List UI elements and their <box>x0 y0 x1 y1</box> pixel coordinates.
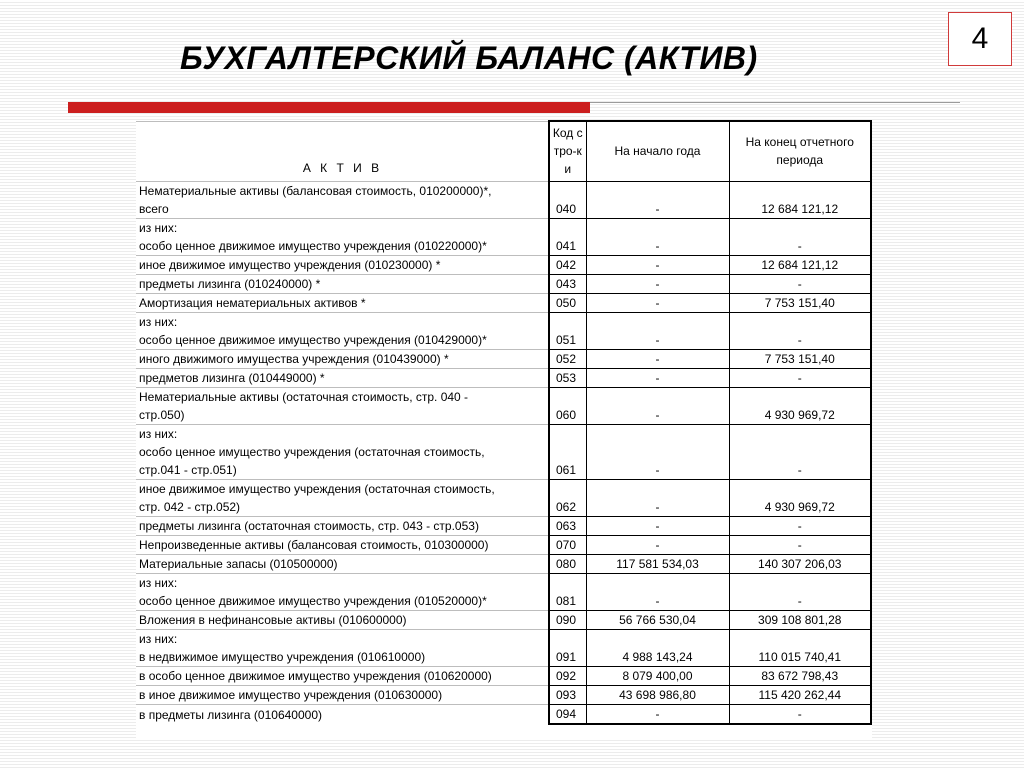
row-asset-name-line: стр. 042 - стр.052) <box>139 499 241 514</box>
row-begin-value: 56 766 530,04 <box>586 610 729 629</box>
row-asset-name-line: из них: <box>139 314 178 329</box>
divider-line <box>590 102 960 103</box>
row-end-value: 4 930 969,72 <box>729 387 871 424</box>
row-line-code: 061 <box>549 424 586 479</box>
table-row <box>136 629 871 666</box>
row-end-value: 83 672 798,43 <box>729 666 871 685</box>
row-asset-name <box>136 349 549 368</box>
header-assets: А К Т И В <box>136 121 549 181</box>
row-asset-name-line: особо ценное движимое имущество учреждения (010429000)* <box>139 332 487 347</box>
row-line-code: 092 <box>549 666 586 685</box>
row-begin-value: 4 988 143,24 <box>586 629 729 666</box>
row-asset-name <box>136 479 549 516</box>
row-end-value: - <box>729 573 871 610</box>
row-asset-name <box>136 387 549 424</box>
balance-sheet-table <box>136 120 872 725</box>
table-row <box>136 274 871 293</box>
row-line-code: 090 <box>549 610 586 629</box>
row-begin-value: - <box>586 573 729 610</box>
row-end-value: 12 684 121,12 <box>729 181 871 218</box>
row-end-value: 115 420 262,44 <box>729 685 871 704</box>
row-asset-name-line: из них: <box>139 220 178 235</box>
row-asset-name-line: предметов лизинга (010449000) * <box>139 370 325 385</box>
row-asset-name <box>136 554 549 573</box>
row-asset-name-line: Вложения в нефинансовые активы (010600000) <box>139 612 407 627</box>
row-asset-name <box>136 293 549 312</box>
row-asset-name <box>136 573 549 610</box>
row-begin-value: - <box>586 293 729 312</box>
row-asset-name-line: предметы лизинга (остаточная стоимость, стр. 043 - стр.053) <box>139 518 479 533</box>
row-line-code: 094 <box>549 704 586 724</box>
row-end-value: - <box>729 535 871 554</box>
row-line-code: 052 <box>549 349 586 368</box>
row-asset-name <box>136 704 549 724</box>
row-asset-name-line: Амортизация нематериальных активов * <box>139 295 366 310</box>
row-end-value: - <box>729 704 871 724</box>
row-begin-value: - <box>586 218 729 255</box>
header-end-of-period: На конец отчетного периода <box>729 121 871 181</box>
row-asset-name <box>136 218 549 255</box>
table-row <box>136 368 871 387</box>
row-begin-value: - <box>586 704 729 724</box>
slide-title: БУХГАЛТЕРСКИЙ БАЛАНС (АКТИВ) <box>180 40 758 76</box>
row-end-value: 309 108 801,28 <box>729 610 871 629</box>
row-end-value: - <box>729 274 871 293</box>
row-asset-name-line: из них: <box>139 575 178 590</box>
row-begin-value: - <box>586 424 729 479</box>
header-line-code: Код стро-ки <box>549 121 586 181</box>
table-row <box>136 312 871 349</box>
header-begin-of-year: На начало года <box>586 121 729 181</box>
row-asset-name-line: Нематериальные активы (балансовая стоимость, 010200000)*, <box>139 183 492 198</box>
table-row <box>136 554 871 573</box>
table-row <box>136 387 871 424</box>
row-asset-name-line: из них: <box>139 631 178 646</box>
row-line-code: 050 <box>549 293 586 312</box>
row-end-value: 4 930 969,72 <box>729 479 871 516</box>
row-begin-value: - <box>586 349 729 368</box>
row-begin-value: - <box>586 479 729 516</box>
table-row <box>136 516 871 535</box>
row-asset-name <box>136 516 549 535</box>
row-asset-name-line: в предметы лизинга (010640000) <box>139 707 322 722</box>
row-line-code: 091 <box>549 629 586 666</box>
row-asset-name <box>136 685 549 704</box>
row-asset-name <box>136 535 549 554</box>
row-asset-name-line: Нематериальные активы (остаточная стоимость, стр. 040 - <box>139 389 469 404</box>
row-asset-name-line: Материальные запасы (010500000) <box>139 556 338 571</box>
row-begin-value: - <box>586 274 729 293</box>
row-asset-name-line: иное движимое имущество учреждения (остаточная стоимость, <box>139 481 495 496</box>
row-line-code: 062 <box>549 479 586 516</box>
row-asset-name-line: предметы лизинга (010240000) * <box>139 276 321 291</box>
table-body <box>136 121 871 724</box>
row-line-code: 070 <box>549 535 586 554</box>
row-end-value: 7 753 151,40 <box>729 349 871 368</box>
row-end-value: 140 307 206,03 <box>729 554 871 573</box>
row-begin-value: 8 079 400,00 <box>586 666 729 685</box>
table-row <box>136 610 871 629</box>
row-asset-name-line: в особо ценное движимое имущество учреждения (010620000) <box>139 668 492 683</box>
page-number-badge: 4 <box>948 12 1012 66</box>
row-end-value: - <box>729 424 871 479</box>
row-asset-name <box>136 274 549 293</box>
table-row <box>136 685 871 704</box>
row-line-code: 060 <box>549 387 586 424</box>
table-row <box>136 573 871 610</box>
table-row <box>136 218 871 255</box>
row-asset-name <box>136 181 549 218</box>
row-asset-name-line: особо ценное имущество учреждения (остаточная стоимость, <box>139 444 485 459</box>
table-row <box>136 666 871 685</box>
row-asset-name-line: иное движимое имущество учреждения (010230000) * <box>139 257 441 272</box>
row-end-value: 12 684 121,12 <box>729 255 871 274</box>
row-line-code: 051 <box>549 312 586 349</box>
row-end-value: - <box>729 312 871 349</box>
row-asset-name-line: особо ценное движимое имущество учреждения (010520000)* <box>139 593 487 608</box>
balance-sheet-table-area <box>136 120 872 740</box>
table-row <box>136 181 871 218</box>
row-begin-value: - <box>586 516 729 535</box>
row-asset-name-line: стр.041 - стр.051) <box>139 462 237 477</box>
row-asset-name <box>136 610 549 629</box>
table-header-row <box>136 121 871 181</box>
table-row <box>136 424 871 479</box>
row-line-code: 042 <box>549 255 586 274</box>
row-asset-name-line: стр.050) <box>139 407 185 422</box>
table-row <box>136 255 871 274</box>
row-asset-name-line: особо ценное движимое имущество учреждения (010220000)* <box>139 238 487 253</box>
row-line-code: 041 <box>549 218 586 255</box>
row-asset-name <box>136 424 549 479</box>
row-end-value: - <box>729 516 871 535</box>
table-row <box>136 535 871 554</box>
row-asset-name <box>136 312 549 349</box>
row-begin-value: - <box>586 255 729 274</box>
row-asset-name-line: в недвижимое имущество учреждения (010610000) <box>139 649 426 664</box>
row-begin-value: 43 698 986,80 <box>586 685 729 704</box>
table-row <box>136 704 871 724</box>
row-line-code: 043 <box>549 274 586 293</box>
table-row <box>136 479 871 516</box>
row-begin-value: 117 581 534,03 <box>586 554 729 573</box>
row-asset-name-line: Непроизведенные активы (балансовая стоимость, 010300000) <box>139 537 489 552</box>
row-begin-value: - <box>586 368 729 387</box>
row-line-code: 053 <box>549 368 586 387</box>
row-end-value: - <box>729 218 871 255</box>
row-asset-name-line: в иное движимое имущество учреждения (010630000) <box>139 687 443 702</box>
row-line-code: 080 <box>549 554 586 573</box>
row-asset-name <box>136 666 549 685</box>
row-asset-name-line: иного движимого имущества учреждения (010439000) * <box>139 351 449 366</box>
accent-rule <box>68 102 590 113</box>
row-asset-name <box>136 629 549 666</box>
row-asset-name-line: из них: <box>139 426 178 441</box>
row-asset-name <box>136 368 549 387</box>
row-end-value: 7 753 151,40 <box>729 293 871 312</box>
row-begin-value: - <box>586 387 729 424</box>
table-row <box>136 293 871 312</box>
row-begin-value: - <box>586 535 729 554</box>
row-end-value: - <box>729 368 871 387</box>
row-end-value: 110 015 740,41 <box>729 629 871 666</box>
row-line-code: 040 <box>549 181 586 218</box>
row-asset-name-line: всего <box>139 201 169 216</box>
row-begin-value: - <box>586 181 729 218</box>
row-begin-value: - <box>586 312 729 349</box>
row-line-code: 063 <box>549 516 586 535</box>
row-line-code: 081 <box>549 573 586 610</box>
row-line-code: 093 <box>549 685 586 704</box>
row-asset-name <box>136 255 549 274</box>
table-row <box>136 349 871 368</box>
